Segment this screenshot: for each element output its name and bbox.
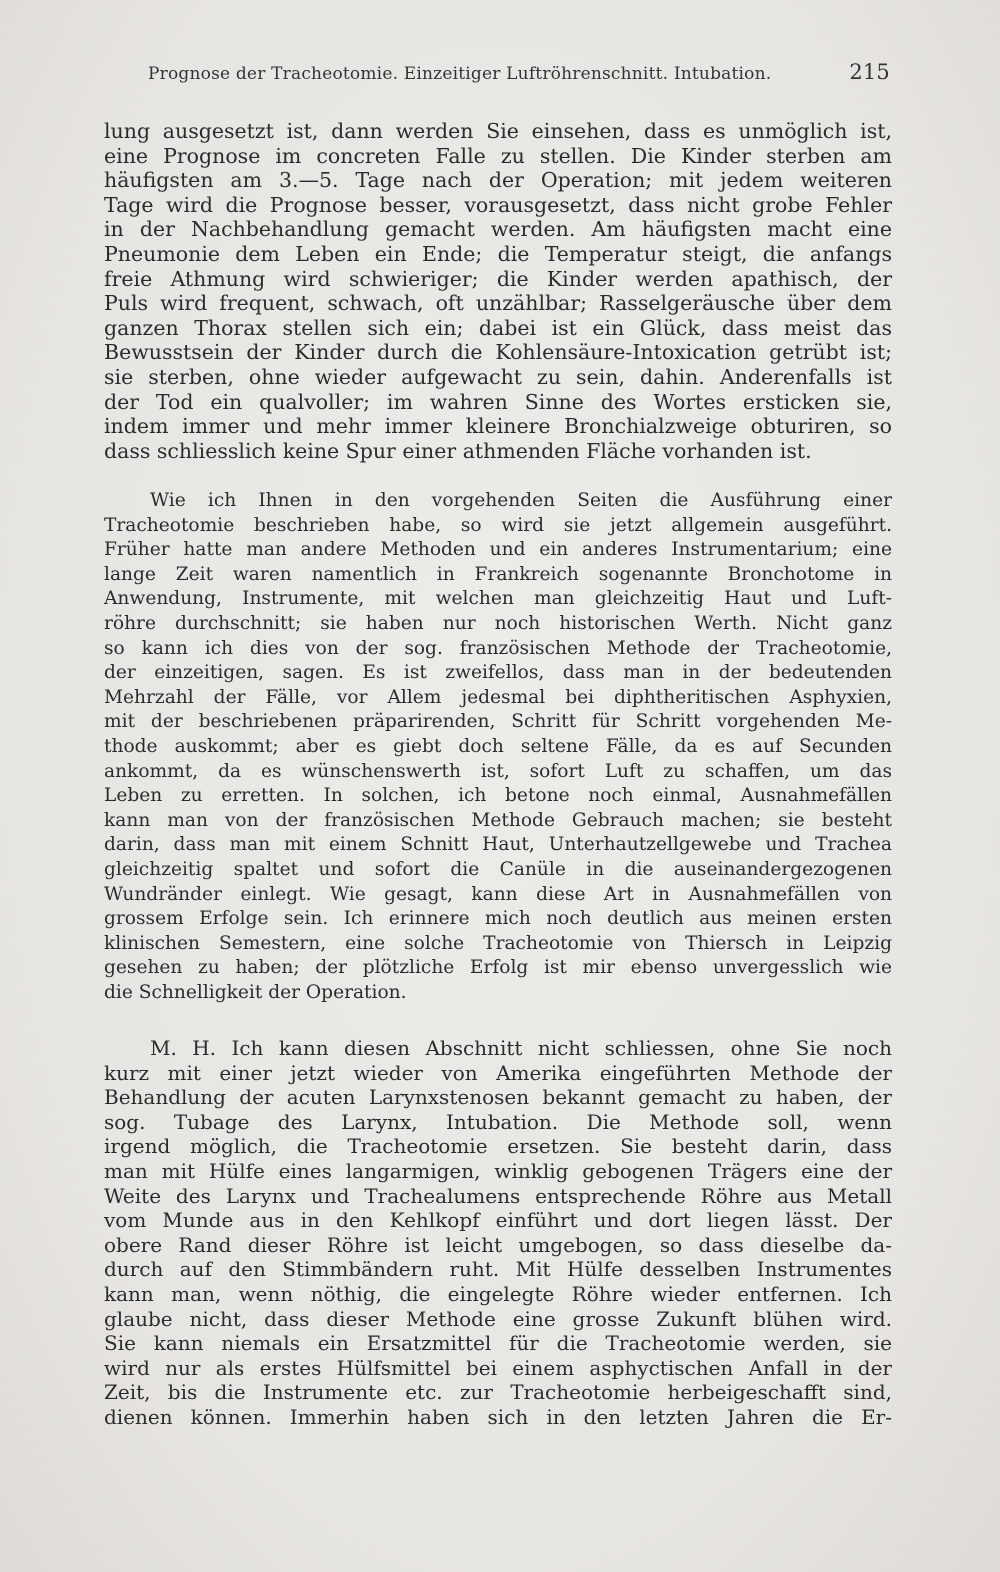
text-line: die Schnelligkeit der Operation. <box>104 981 407 1003</box>
text-line: M. H. Ich kann diesen Abschnitt nicht schliessen, ohne Sie noch <box>150 1036 892 1060</box>
text-line: dass schliesslich keine Spur einer athmenden Fläche vorhanden ist. <box>104 438 812 463</box>
text-line: mit der beschriebenen präparirenden, Schritt für Schritt vorgehenden Me- <box>104 711 892 733</box>
text-line: kurz mit einer jetzt wieder von Amerika eingeführten Methode der <box>104 1060 892 1085</box>
text-line: Leben zu erretten. In solchen, ich betone noch einmal, Ausnahmefällen <box>104 785 892 807</box>
text-line: der Tod ein qualvoller; im wahren Sinne des Wortes ersticken sie, <box>104 389 892 414</box>
text-line: Puls wird frequent, schwach, oft unzählbar; Rasselgeräusche über dem <box>104 291 892 316</box>
text-line: ganzen Thorax stellen sich ein; dabei ist ein Glück, dass meist das <box>104 315 892 340</box>
text-line: sie sterben, ohne wieder aufgewacht zu sein, dahin. Anderenfalls ist <box>104 364 892 389</box>
text-line: freie Athmung wird schwieriger; die Kinder werden apathisch, der <box>104 266 892 291</box>
text-line: Anwendung, Instrumente, mit welchen man gleichzeitig Haut und Luft- <box>104 588 892 610</box>
text-line: eine Prognose im concreten Falle zu stellen. Die Kinder sterben am <box>104 143 892 168</box>
text-line: röhre durchschnitt; sie haben nur noch historischen Werth. Nicht ganz <box>104 612 892 634</box>
text-line: thode auskommt; aber es giebt doch seltene Fälle, da es auf Secunden <box>104 735 892 757</box>
text-line: darin, dass man mit einem Schnitt Haut, Unterhautzellgewebe und Trachea <box>104 834 892 856</box>
running-header <box>148 62 890 90</box>
text-line: kann man, wenn nöthig, die eingelegte Röhre wieder entfernen. Ich <box>104 1281 892 1306</box>
page-number: 215 <box>849 60 890 84</box>
text-line: Tracheotomie beschrieben habe, so wird sie jetzt allgemein ausgeführt. <box>104 514 892 536</box>
text-line: Wie ich Ihnen in den vorgehenden Seiten die Ausführung einer <box>150 490 892 511</box>
text-line: lung ausgesetzt ist, dann werden Sie einsehen, dass es unmöglich ist, <box>104 119 892 143</box>
running-title: Prognose der Tracheotomie. Einzeitiger Luftröhrenschnitt. Intubation. <box>148 64 772 84</box>
text-line: sog. Tubage des Larynx, Intubation. Die Methode soll, wenn <box>104 1109 892 1134</box>
text-line: häufigsten am 3.—5. Tage nach der Operation; mit jedem weiteren <box>104 168 892 193</box>
text-line: ankommt, da es wünschenswerth ist, sofort Luft zu schaffen, um das <box>104 760 892 782</box>
text-line: vom Munde aus in den Kehlkopf einführt und dort liegen lässt. Der <box>104 1208 892 1233</box>
text-line: irgend möglich, die Tracheotomie ersetzen. Sie besteht darin, dass <box>104 1134 892 1159</box>
text-line: Sie kann niemals ein Ersatzmittel für die Tracheotomie werden, sie <box>104 1331 892 1356</box>
text-line: gesehen zu haben; der plötzliche Erfolg ist mir ebenso unvergesslich wie <box>104 957 892 979</box>
text-line: Bewusstsein der Kinder durch die Kohlensäure-Intoxication getrübt ist; <box>104 340 892 365</box>
paragraph-single-stage-incision <box>104 489 892 1005</box>
text-line: klinischen Semestern, eine solche Tracheotomie von Thiersch in Leipzig <box>104 932 892 954</box>
text-line: dienen können. Immerhin haben sich in den letzten Jahren die Er- <box>104 1404 892 1429</box>
paragraph-intubation <box>104 1036 892 1430</box>
text-line: kann man von der französischen Methode Gebrauch machen; sie besteht <box>104 809 892 831</box>
text-line: wird nur als erstes Hülfsmittel bei einem asphyctischen Anfall in der <box>104 1355 892 1380</box>
text-line: lange Zeit waren namentlich in Frankreich sogenannte Bronchotome in <box>104 563 892 585</box>
text-line: so kann ich dies von der sog. französischen Methode der Tracheotomie, <box>104 637 892 659</box>
text-line: Weite des Larynx und Trachealumens entsprechende Röhre aus Metall <box>104 1183 892 1208</box>
text-line: obere Rand dieser Röhre ist leicht umgebogen, so dass dieselbe da- <box>104 1232 892 1257</box>
text-line: der einzeitigen, sagen. Es ist zweifellos, dass man in der bedeutenden <box>104 662 892 684</box>
text-line: Zeit, bis die Instrumente etc. zur Tracheotomie herbeigeschafft sind, <box>104 1380 892 1405</box>
text-line: grossem Erfolge sein. Ich erinnere mich noch deutlich aus meinen ersten <box>104 908 892 930</box>
text-line: indem immer und mehr immer kleinere Bronchialzweige obturiren, so <box>104 414 892 439</box>
text-line: gleichzeitig spaltet und sofort die Canüle in die auseinandergezogenen <box>104 858 892 880</box>
text-line: Mehrzahl der Fälle, vor Allem jedesmal bei diphtheritischen Asphyxien, <box>104 686 892 708</box>
text-line: glaube nicht, dass dieser Methode eine grosse Zukunft blühen wird. <box>104 1306 892 1331</box>
text-line: Wundränder einlegt. Wie gesagt, kann diese Art in Ausnahmefällen von <box>104 883 892 905</box>
text-line: in der Nachbehandlung gemacht werden. Am häufigsten macht eine <box>104 217 892 242</box>
paragraph-prognosis <box>104 119 892 463</box>
text-line: Pneumonie dem Leben ein Ende; die Temperatur steigt, die anfangs <box>104 241 892 266</box>
text-line: man mit Hülfe eines langarmigen, winklig gebogenen Trägers eine der <box>104 1158 892 1183</box>
text-line: Behandlung der acuten Larynxstenosen bekannt gemacht zu haben, der <box>104 1085 892 1110</box>
text-line: durch auf den Stimmbändern ruht. Mit Hülfe desselben Instrumentes <box>104 1257 892 1282</box>
text-line: Früher hatte man andere Methoden und ein anderes Instrumentarium; eine <box>104 539 892 561</box>
text-line: Tage wird die Prognose besser, vorausgesetzt, dass nicht grobe Fehler <box>104 192 892 217</box>
